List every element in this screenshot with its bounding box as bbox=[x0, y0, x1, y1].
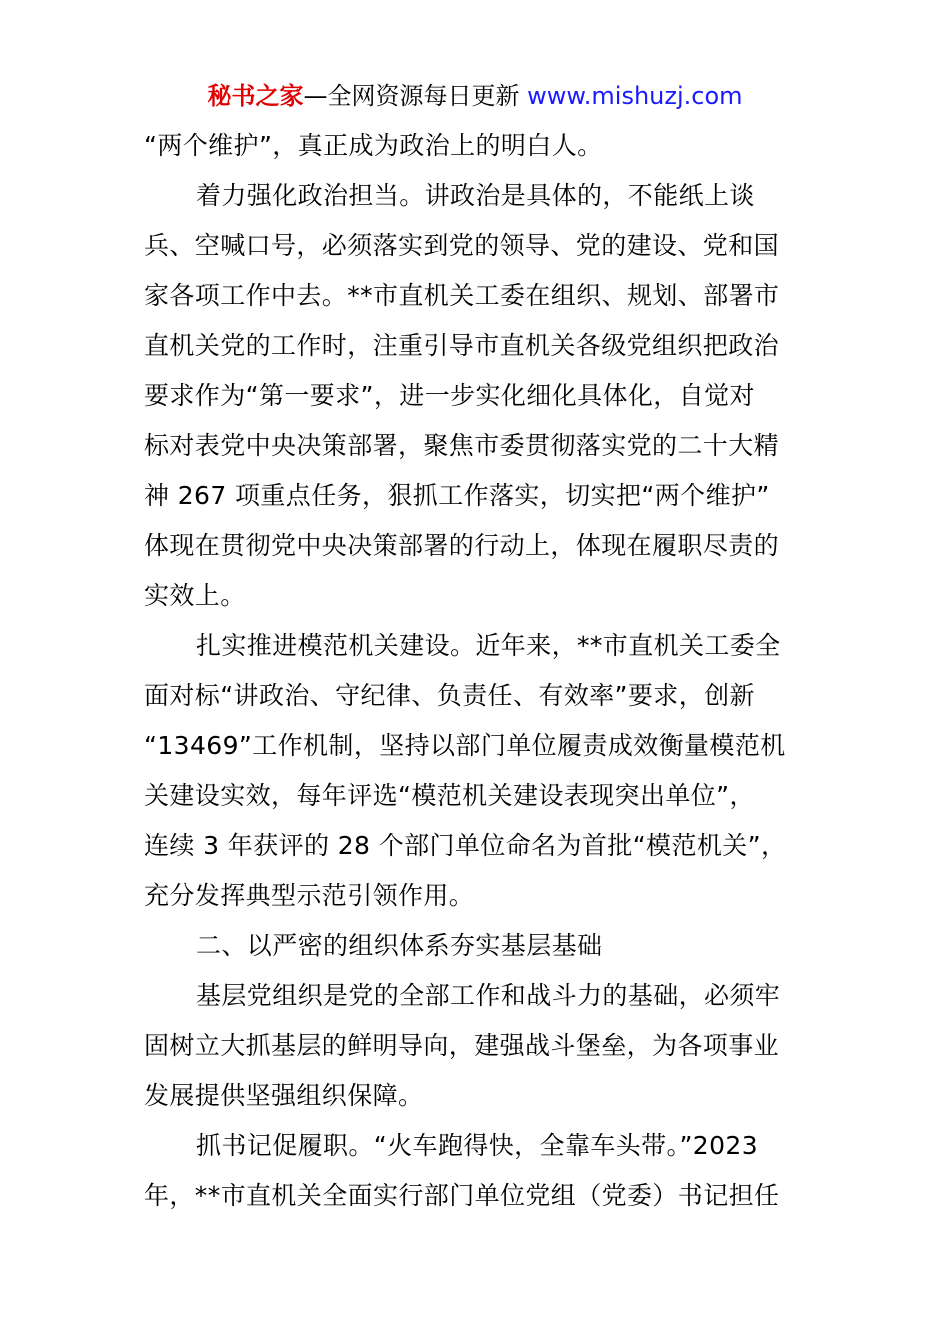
paragraph-line: 着力强化政治担当。讲政治是具体的，不能纸上谈 bbox=[196, 181, 755, 210]
paragraph-line: 兵、空喊口号，必须落实到党的领导、党的建设、党和国 bbox=[144, 231, 780, 260]
paragraph-line: 年，**市直机关全面实行部门单位党组（党委）书记担任 bbox=[144, 1181, 780, 1210]
paragraph-line: 面对标“讲政治、守纪律、负责任、有效率”要求，创新 bbox=[144, 681, 755, 710]
paragraph-line: 关建设实效，每年评选“模范机关建设表现突出单位”， bbox=[144, 781, 755, 810]
site-brand: 秘书之家 bbox=[207, 82, 304, 110]
paragraph-line: 抓书记促履职。“火车跑得快，全靠车头带。”2023 bbox=[196, 1131, 759, 1160]
site-url-link[interactable]: www.mishuzj.com bbox=[527, 82, 743, 110]
section-heading: 二、以严密的组织体系夯实基层基础 bbox=[196, 931, 603, 960]
paragraph-line: 实效上。 bbox=[144, 581, 246, 610]
paragraph-line: 体现在贯彻党中央决策部署的行动上，体现在履职尽责的 bbox=[144, 531, 780, 560]
paragraph-line: 发展提供坚强组织保障。 bbox=[144, 1081, 424, 1110]
site-header bbox=[0, 80, 950, 112]
paragraph-line: “两个维护”，真正成为政治上的明白人。 bbox=[144, 131, 603, 160]
paragraph-line: 充分发挥典型示范引领作用。 bbox=[144, 881, 475, 910]
paragraph-line: 要求作为“第一要求”，进一步实化细化具体化，自觉对 bbox=[144, 381, 755, 410]
paragraph-line: 固树立大抓基层的鲜明导向，建强战斗堡垒，为各项事业 bbox=[144, 1031, 780, 1060]
site-tagline: —全网资源每日更新 bbox=[303, 82, 528, 110]
paragraph-line: 家各项工作中去。**市直机关工委在组织、规划、部署市 bbox=[144, 281, 780, 310]
paragraph-line: 基层党组织是党的全部工作和战斗力的基础，必须牢 bbox=[196, 981, 781, 1010]
paragraph-line: “13469”工作机制，坚持以部门单位履责成效衡量模范机 bbox=[144, 731, 786, 760]
document-body bbox=[144, 128, 814, 1228]
paragraph-line: 神 267 项重点任务，狠抓工作落实，切实把“两个维护” bbox=[144, 481, 770, 510]
paragraph-line: 连续 3 年获评的 28 个部门单位命名为首批“模范机关”， bbox=[144, 831, 787, 860]
paragraph-line: 直机关党的工作时，注重引导市直机关各级党组织把政治 bbox=[144, 331, 780, 360]
paragraph-line: 扎实推进模范机关建设。近年来，**市直机关工委全 bbox=[196, 631, 781, 660]
paragraph-line: 标对表党中央决策部署，聚焦市委贯彻落实党的二十大精 bbox=[144, 431, 780, 460]
